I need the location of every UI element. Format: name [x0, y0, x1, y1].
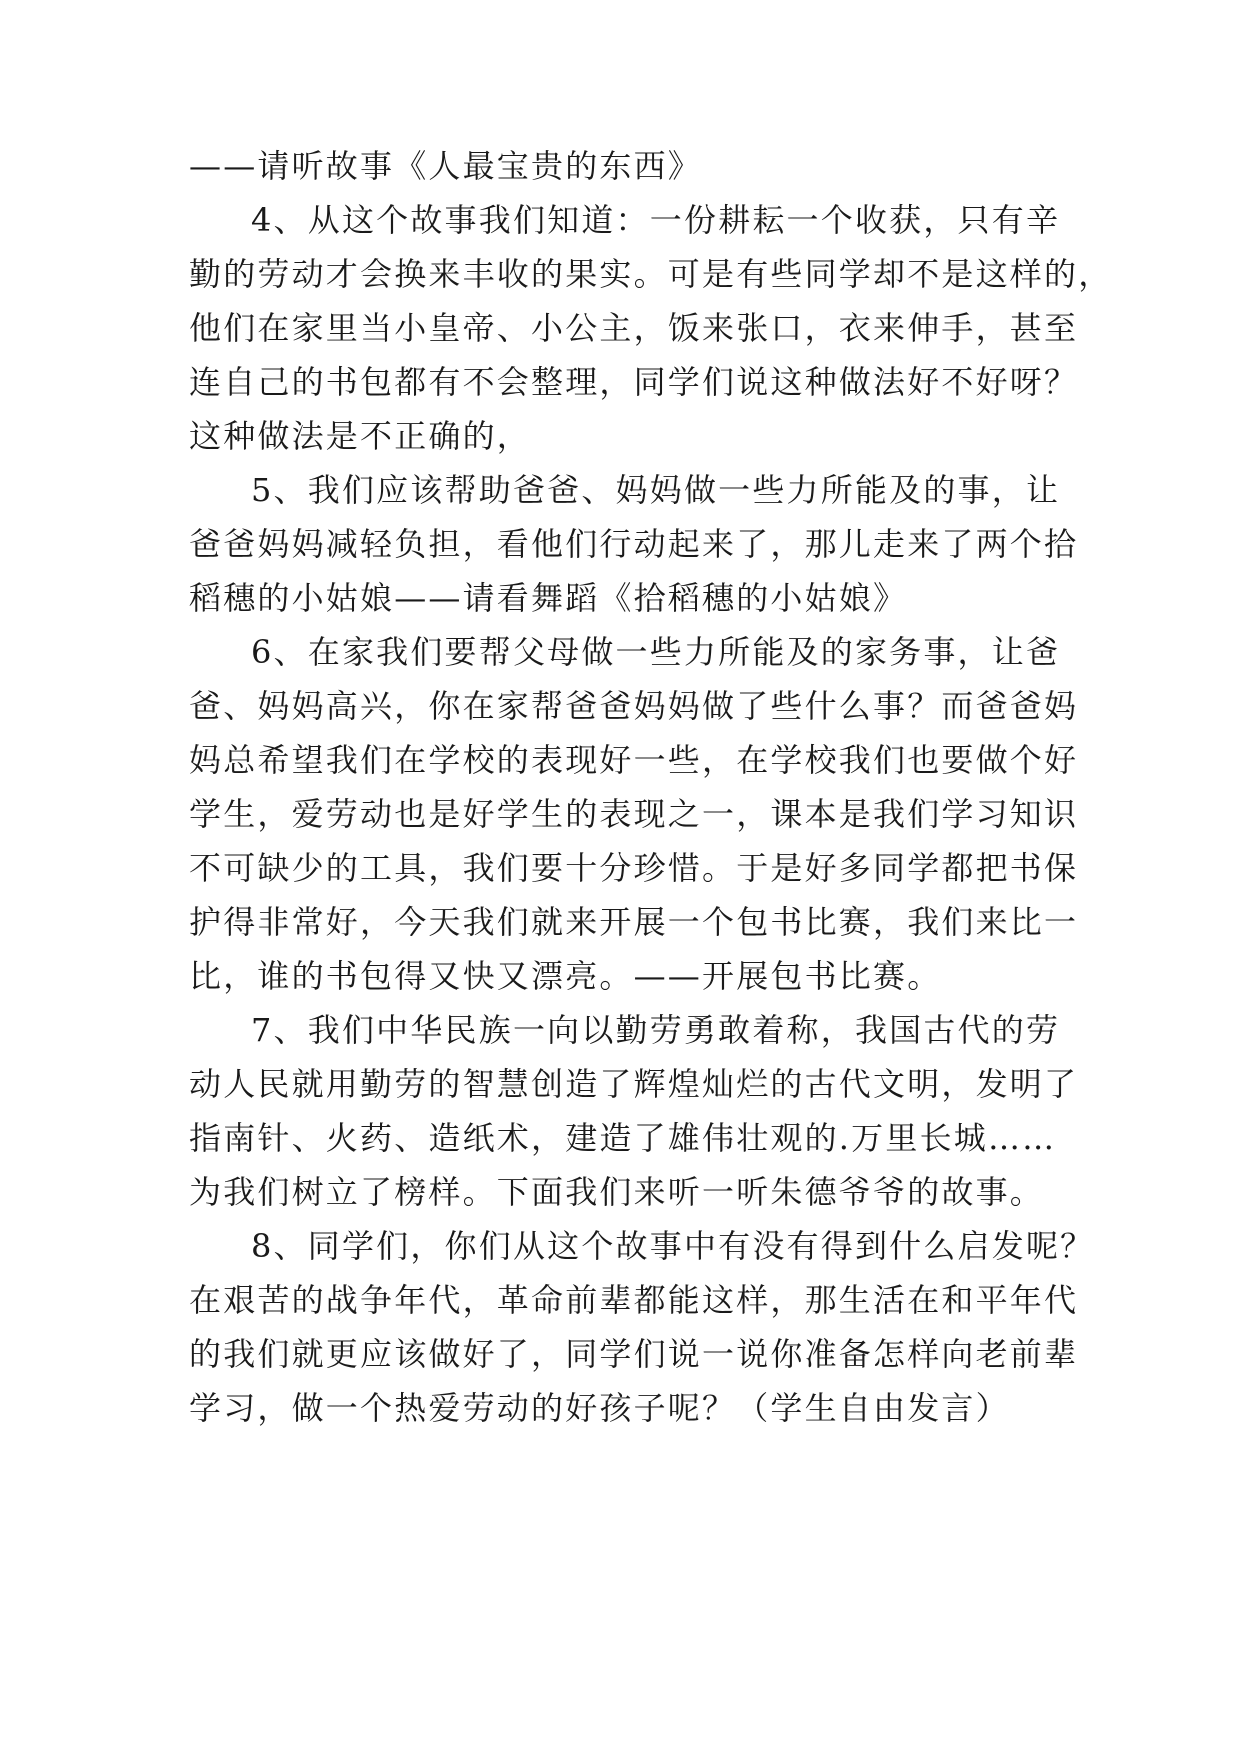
- text-line: [0, 298, 1241, 358]
- paragraph-7-line-1: [0, 1000, 1241, 1060]
- text-line-content: 不可缺少的工具，我们要十分珍惜。于是好多同学都把书保: [189, 849, 1079, 887]
- text-line-content: 动人民就用勤劳的智慧创造了辉煌灿烂的古代文明，发明了: [189, 1065, 1079, 1103]
- text-line: [0, 406, 1241, 466]
- text-line-content: 护得非常好，今天我们就来开展一个包书比赛，我们来比一: [189, 903, 1079, 941]
- text-line: [0, 352, 1241, 412]
- text-line: [0, 892, 1241, 952]
- text-line-content: 爸、妈妈高兴，你在家帮爸爸妈妈做了些什么事？而爸爸妈: [189, 687, 1079, 725]
- text-line: [0, 730, 1241, 790]
- text-line: [0, 946, 1241, 1006]
- text-line-content: 8、同学们，你们从这个故事中有没有得到什么启发呢？: [251, 1227, 1095, 1265]
- text-line: [0, 676, 1241, 736]
- paragraph-4-line-1: [0, 190, 1241, 250]
- text-line: [0, 1378, 1241, 1438]
- text-line-content: 4、从这个故事我们知道：一份耕耘一个收获，只有辛: [251, 201, 1061, 239]
- text-line: [0, 1162, 1241, 1222]
- text-line-content: 6、在家我们要帮父母做一些力所能及的家务事，让爸: [251, 633, 1061, 671]
- paragraph-6-line-1: [0, 622, 1241, 682]
- text-line: [0, 1108, 1241, 1168]
- text-line: [0, 1324, 1241, 1384]
- text-line-content: 勤的劳动才会换来丰收的果实。可是有些同学却不是这样的，: [189, 255, 1113, 293]
- text-line: [0, 244, 1241, 304]
- text-line: [0, 838, 1241, 898]
- text-line-content: 连自己的书包都有不会整理，同学们说这种做法好不好呀？: [189, 363, 1079, 401]
- text-line: [0, 1054, 1241, 1114]
- text-line-content: 在艰苦的战争年代，革命前辈都能这样，那生活在和平年代: [189, 1281, 1079, 1319]
- text-line-content: 为我们树立了榜样。下面我们来听一听朱德爷爷的故事。: [189, 1173, 1045, 1211]
- text-line-content: 7、我们中华民族一向以勤劳勇敢着称，我国古代的劳: [251, 1011, 1061, 1049]
- text-line: [0, 1270, 1241, 1330]
- text-line-content: ——请听故事《人最宝贵的东西》: [189, 147, 703, 185]
- text-line-content: 指南针、火药、造纸术，建造了雄伟壮观的.万里长城……: [189, 1119, 1057, 1157]
- text-line-content: 这种做法是不正确的，: [189, 417, 532, 455]
- text-line-content: 的我们就更应该做好了，同学们说一说你准备怎样向老前辈: [189, 1335, 1079, 1373]
- text-line-content: 妈总希望我们在学校的表现好一些，在学校我们也要做个好: [189, 741, 1079, 779]
- text-line-content: 5、我们应该帮助爸爸、妈妈做一些力所能及的事，让: [251, 471, 1061, 509]
- text-line-content: 学习，做一个热爱劳动的好孩子呢？（学生自由发言）: [189, 1389, 1010, 1427]
- text-line: [0, 568, 1241, 628]
- text-line-content: 他们在家里当小皇帝、小公主，饭来张口，衣来伸手，甚至: [189, 309, 1079, 347]
- text-line: [0, 514, 1241, 574]
- paragraph-8-line-1: [0, 1216, 1241, 1276]
- text-line-content: 爸爸妈妈减轻负担，看他们行动起来了，那儿走来了两个拾: [189, 525, 1079, 563]
- paragraph-5-line-1: [0, 460, 1241, 520]
- text-line-content: 学生，爱劳动也是好学生的表现之一，课本是我们学习知识: [189, 795, 1079, 833]
- text-line-content: 稻穗的小姑娘——请看舞蹈《拾稻穗的小姑娘》: [189, 579, 908, 617]
- text-line: [0, 136, 1241, 196]
- text-line: [0, 784, 1241, 844]
- text-line-content: 比，谁的书包得又快又漂亮。——开展包书比赛。: [189, 957, 942, 995]
